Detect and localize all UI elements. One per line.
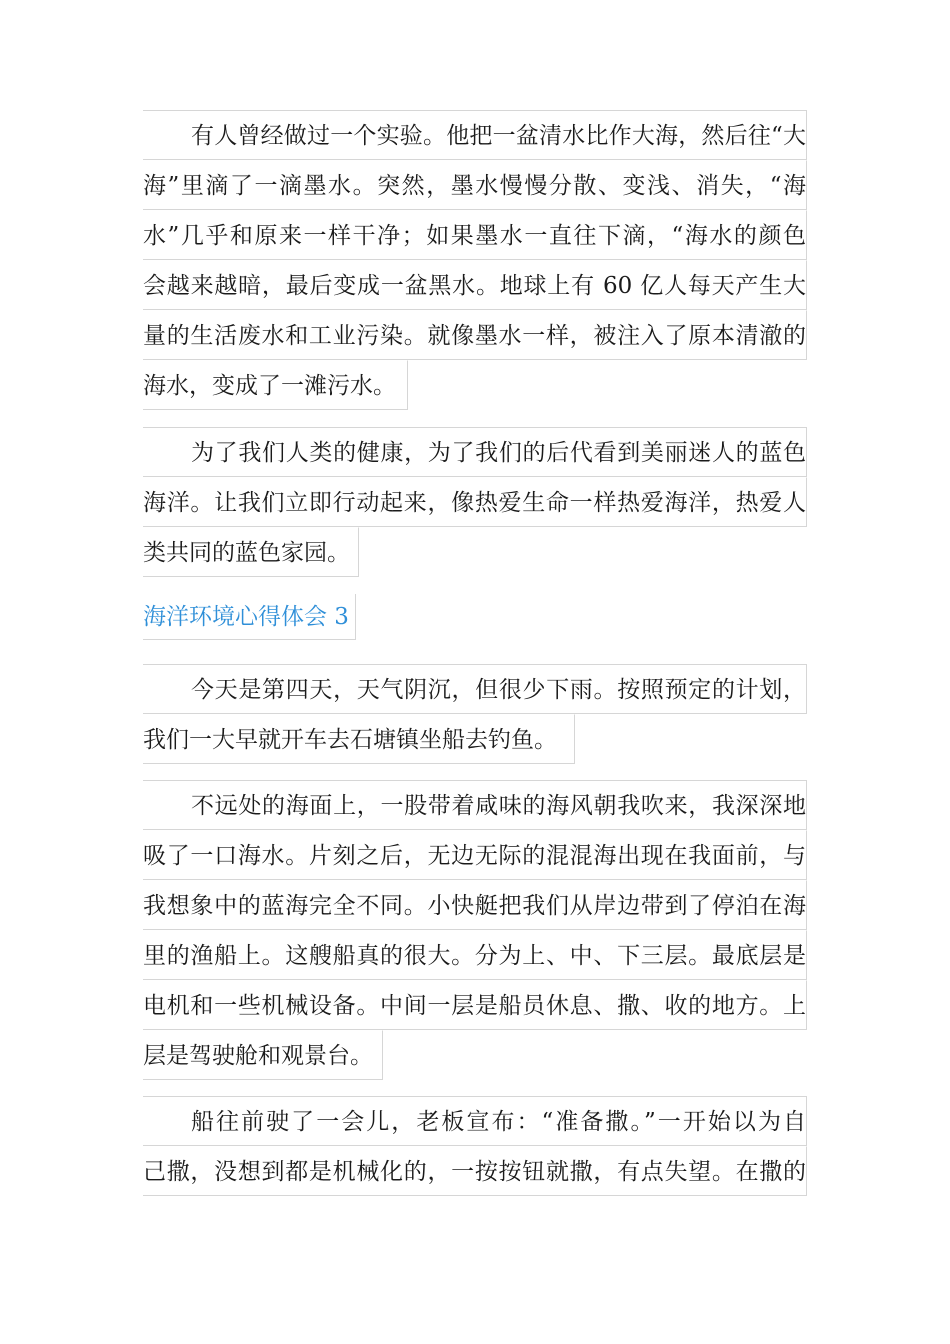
text-line: 层是驾驶舱和观景台。	[143, 1030, 383, 1080]
text-line: 类共同的蓝色家园。	[143, 527, 359, 577]
paragraph-4	[143, 780, 807, 1080]
paragraph-5	[143, 1096, 807, 1196]
text-line: 为了我们人类的健康，为了我们的后代看到美丽迷人的蓝色	[143, 427, 807, 477]
text-line: 里的渔船上。这艘船真的很大。分为上、中、下三层。最底层是	[143, 930, 807, 980]
text-line: 海洋。让我们立即行动起来，像热爱生命一样热爱海洋，热爱人	[143, 477, 807, 527]
paragraph-3	[143, 664, 807, 764]
text-line: 今天是第四天，天气阴沉，但很少下雨。按照预定的计划，	[143, 664, 807, 714]
text-line: 海水，变成了一滩污水。	[143, 360, 408, 410]
text-line: 海”里滴了一滴墨水。突然，墨水慢慢分散、变浅、消失，“海	[143, 160, 807, 210]
paragraph-1	[143, 110, 807, 410]
text-line: 吸了一口海水。片刻之后，无边无际的混混海出现在我面前，与	[143, 830, 807, 880]
text-line: 会越来越暗，最后变成一盆黑水。地球上有 60 亿人每天产生大	[143, 260, 807, 310]
text-line: 己撒，没想到都是机械化的，一按按钮就撒，有点失望。在撒的	[143, 1146, 807, 1196]
text-line: 有人曾经做过一个实验。他把一盆清水比作大海，然后往“大	[143, 110, 807, 160]
text-line: 电机和一些机械设备。中间一层是船员休息、撒、收的地方。上	[143, 980, 807, 1030]
text-line: 我想象中的蓝海完全不同。小快艇把我们从岸边带到了停泊在海	[143, 880, 807, 930]
text-line: 不远处的海面上，一股带着咸味的海风朝我吹来，我深深地	[143, 780, 807, 830]
section-heading: 海洋环境心得体会 3	[143, 594, 356, 640]
text-line: 船往前驶了一会儿，老板宣布：“准备撒。”一开始以为自	[143, 1096, 807, 1146]
text-line: 量的生活废水和工业污染。就像墨水一样，被注入了原本清澈的	[143, 310, 807, 360]
text-line: 我们一大早就开车去石塘镇坐船去钓鱼。	[143, 714, 575, 764]
paragraph-2	[143, 427, 807, 577]
text-line: 水”几乎和原来一样干净；如果墨水一直往下滴，“海水的颜色	[143, 210, 807, 260]
